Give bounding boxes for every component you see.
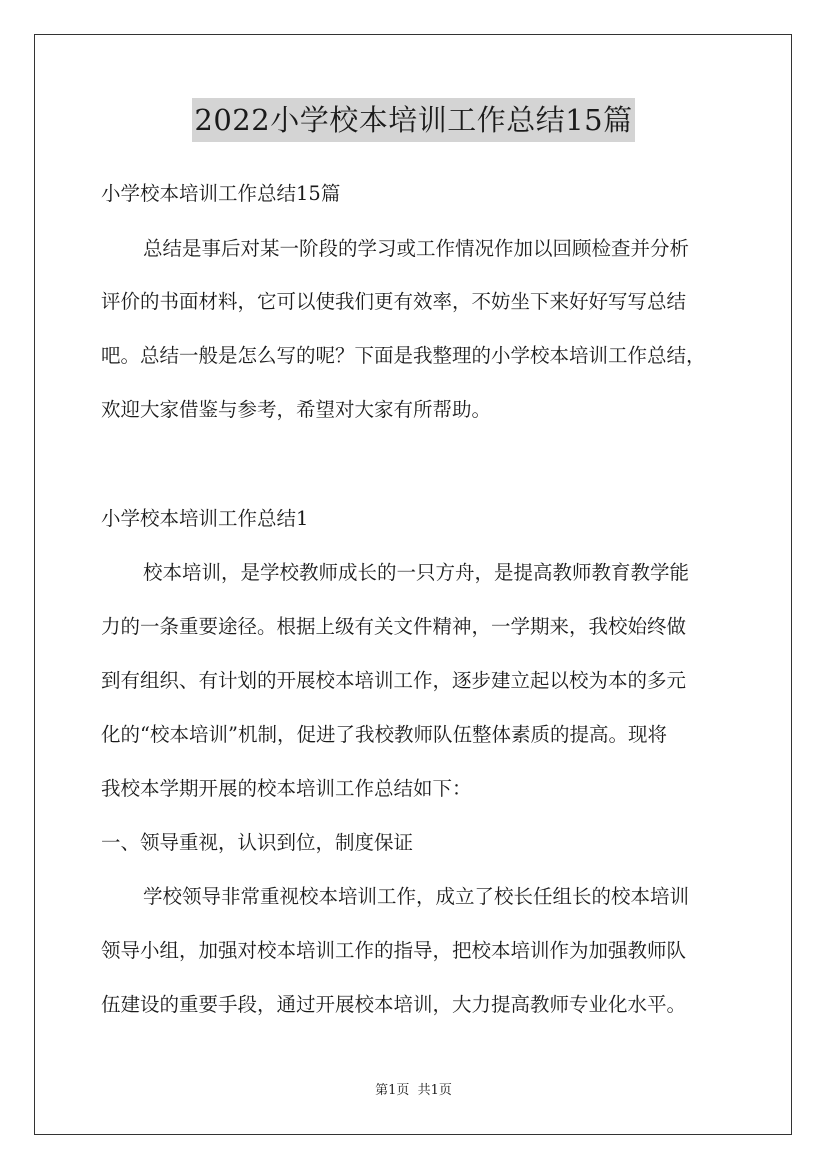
document-title: 2022小学校本培训工作总结15篇 (192, 98, 634, 142)
paragraph-line: 校本培训，是学校教师成长的一只方舟，是提高教师教育教学能 (143, 561, 690, 584)
paragraph-line: 我校本学期开展的校本培训工作总结如下： (101, 777, 472, 800)
paragraph-line: 伍建设的重要手段，通过开展校本培训，大力提高教师专业化水平。 (101, 993, 687, 1016)
page-footer: 第1页 共1页 (375, 1083, 452, 1098)
paragraph-line: 总结是事后对某一阶段的学习或工作情况作加以回顾检查并分析 (143, 237, 690, 260)
paragraph-line: 力的一条重要途径。根据上级有关文件精神，一学期来，我校始终做 (101, 615, 687, 638)
paragraph-line: 吧。总结一般是怎么写的呢？下面是我整理的小学校本培训工作总结， (101, 344, 706, 367)
title-container (0, 98, 827, 142)
paragraph-line: 化的“校本培训”机制，促进了我校教师队伍整体素质的提高。现将 (101, 723, 667, 746)
section-heading: 小学校本培训工作总结1 (101, 507, 309, 530)
paragraph-line: 领导小组，加强对校本培训工作的指导，把校本培训作为加强教师队 (101, 939, 687, 962)
paragraph-line: 到有组织、有计划的开展校本培训工作，逐步建立起以校为本的多元 (101, 669, 687, 692)
paragraph-line: 学校领导非常重视校本培训工作，成立了校长任组长的校本培训 (143, 885, 690, 908)
paragraph-line: 欢迎大家借鉴与参考，希望对大家有所帮助。 (101, 398, 492, 421)
subheading-line: 一、领导重视，认识到位，制度保证 (101, 831, 414, 854)
subtitle-line: 小学校本培训工作总结15篇 (101, 182, 341, 205)
paragraph-line: 评价的书面材料，它可以使我们更有效率，不妨坐下来好好写写总结 (101, 290, 687, 313)
